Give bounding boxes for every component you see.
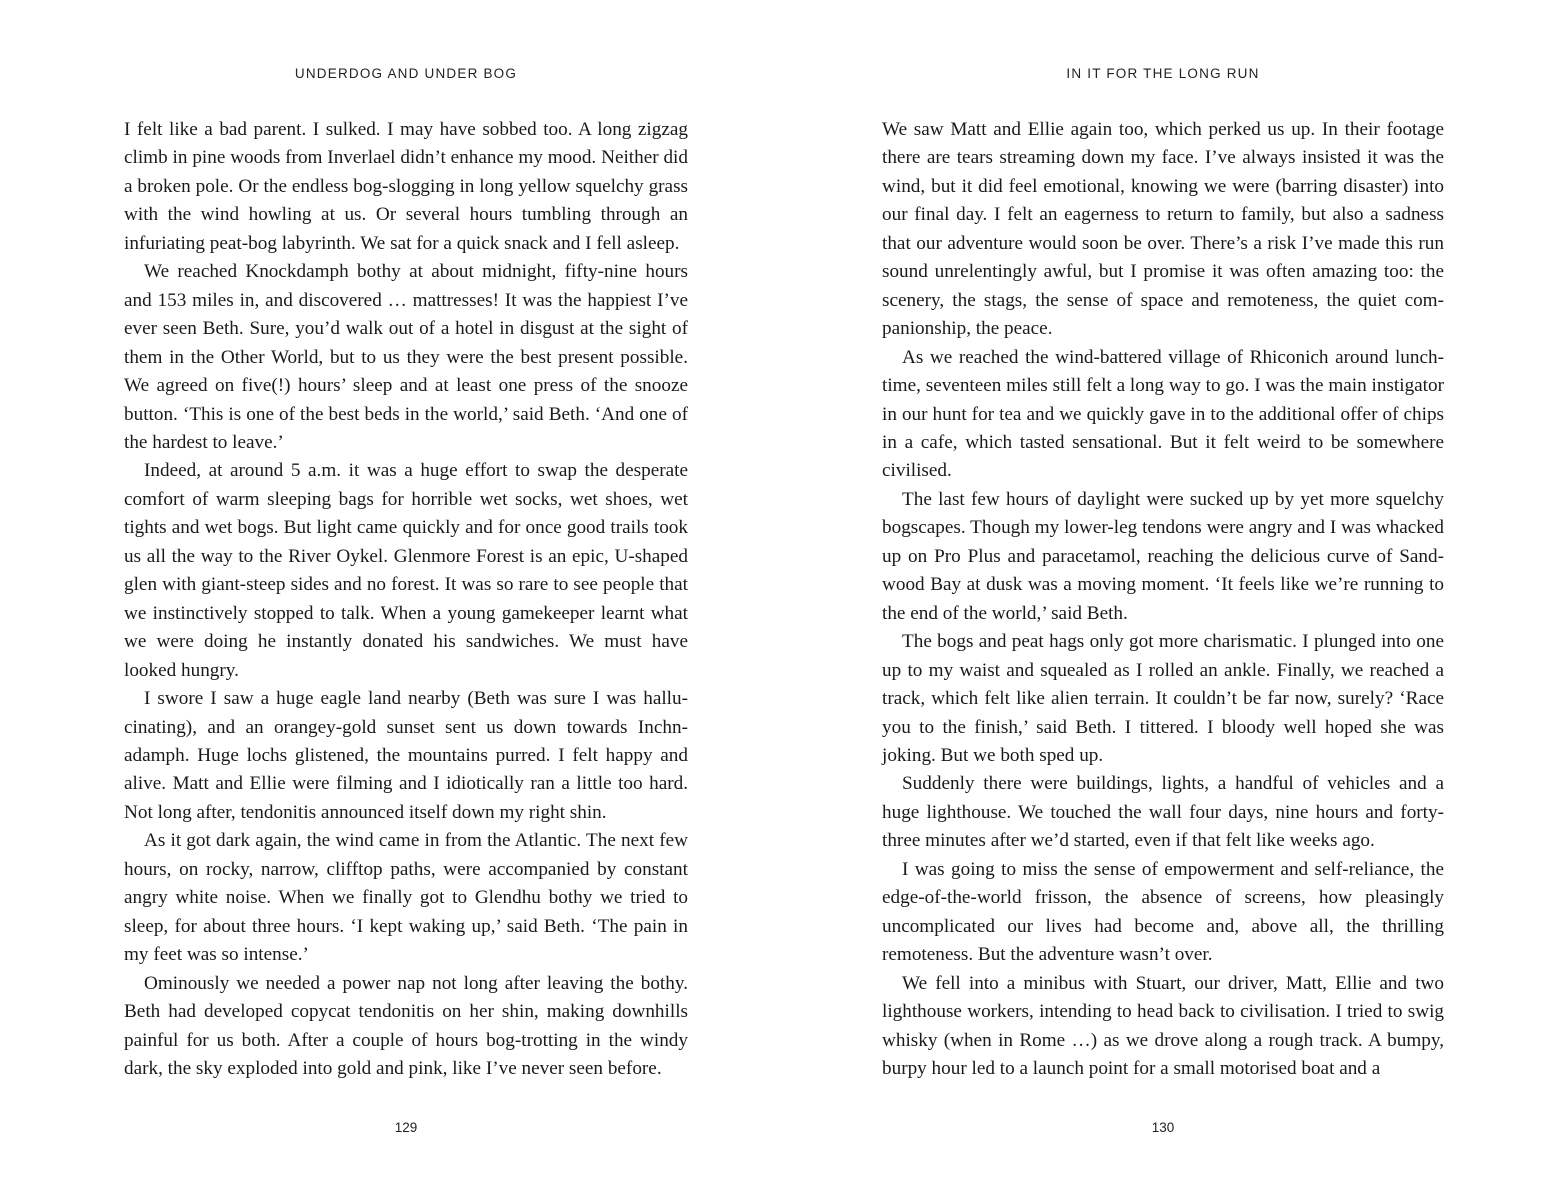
running-head: IN IT FOR THE LONG RUN	[1066, 66, 1260, 81]
page-number: 129	[394, 1120, 418, 1135]
running-head: UNDERDOG AND UNDER BOG	[294, 66, 518, 81]
paragraph: As we reached the wind-battered village of Rhiconich around lunchtime, seventeen miles still felt a long way to go. I was the main instigator in our hunt for tea and we quickly gave in to the additional offer of chips in a cafe, which tasted sensational. But it felt weird to be somewhere civilised.	[882, 346, 1444, 482]
paragraph: We fell into a minibus with Stuart, our driver, Matt, Ellie and two lighthouse workers, intending to head back to civilisation. I tried to swig whisky (when in Rome …) as we drove along a rough track. A bumpy, burpy hour led to a launch point for a small motorised boat and a	[882, 972, 1444, 1079]
paragraph: Indeed, at around 5 a.m. it was a huge effort to swap the desperate comfort of warm sleeping bags for horrible wet socks, wet shoes, wet tights and wet bogs. But light came quickly and for once good trails took us all the way to the River Oykel. Glenmore Forest is an epic, U-shaped glen with giant-steep sides and no forest. It was so rare to see people that we instinctively stopped to talk. When a young gamekeeper learnt what we were doing he instantly donated his sandwiches. We must have looked hungry.	[124, 460, 688, 681]
paragraph: I swore I saw a huge eagle land nearby (Beth was sure I was hallucinating), and an orangey-gold sunset sent us down towards Inchnadamph. Huge lochs glistened, the mountains purred. I felt happy and alive. Matt and Ellie were filming and I idiotically ran a little too hard. Not long after, tendonitis announced itself down my right shin.	[124, 688, 688, 823]
paragraph: We reached Knockdamph bothy at about midnight, fifty-nine hours and 153 miles in, and discovered … mattresses! It was the happiest I’ve ever seen Beth. Sure, you’d walk out of a hotel in disgust at the sight of them in the Other World, but to us they were the best present possible. We agreed on five(!) hours’ sleep and at least one press of the snooze button. ‘This is one of the best beds in the world,’ said Beth. ‘And one of the hardest to leave.’	[124, 261, 688, 453]
body-text	[124, 116, 688, 1083]
page-number: 130	[1151, 1120, 1175, 1135]
paragraph: The bogs and peat hags only got more charismatic. I plunged into one up to my waist and squealed as I rolled an ankle. Finally, we reached a track, which felt like alien terrain. It couldn’t be far now, surely? ‘Race you to the finish,’ said Beth. I tittered. I bloody well hoped she was joking. But we both sped up.	[882, 631, 1444, 766]
paragraph: Suddenly there were buildings, lights, a handful of vehicles and a huge lighthouse. We touched the wall four days, nine hours and forty-three minutes after we’d started, even if that felt like weeks ago.	[882, 773, 1444, 852]
paragraph: We saw Matt and Ellie again too, which perked us up. In their footage there are tears streaming down my face. I’ve always insisted it was the wind, but it did feel emotional, knowing we were (barring disaster) into our final day. I felt an eagerness to return to family, but also a sadness that our adventure would soon be over. There’s a risk I’ve made this run sound unrelentingly awful, but I promise it was often amazing too: the scenery, the stags, the sense of space and remoteness, the quiet companionship, the peace.	[882, 119, 1444, 340]
paragraph: The last few hours of daylight were sucked up by yet more squelchy bogscapes. Though my lower-leg tendons were angry and I was whacked up on Pro Plus and paracetamol, reaching the delicious curve of Sandwood Bay at dusk was a moving moment. ‘It feels like we’re running to the end of the world,’ said Beth.	[882, 488, 1444, 624]
paragraph: I felt like a bad parent. I sulked. I may have sobbed too. A long zigzag climb in pine woods from Inverlael didn’t enhance my mood. Neither did a broken pole. Or the endless bog-slogging in long yellow squelchy grass with the wind howling at us. Or several hours tumbling through an infuriating peat-bog labyrinth. We sat for a quick snack and I fell asleep.	[124, 119, 688, 254]
paragraph: Ominously we needed a power nap not long after leaving the bothy. Beth had developed copycat tendonitis on her shin, making downhills painful for us both. After a couple of hours bog-trotting in the windy dark, the sky exploded into gold and pink, like I’ve never seen before.	[124, 972, 688, 1079]
paragraph: As it got dark again, the wind came in from the Atlantic. The next few hours, on rocky, narrow, clifftop paths, were accompanied by constant angry white noise. When we finally got to Glendhu bothy we tried to sleep, for about three hours. ‘I kept waking up,’ said Beth. ‘The pain in my feet was so intense.’	[124, 830, 688, 966]
body-text	[882, 116, 1444, 1083]
right-page	[784, 0, 1568, 1194]
paragraph: I was going to miss the sense of empowerment and self-reliance, the edge-of-the-world frisson, the absence of screens, how pleasingly uncomplicated our lives had become and, above all, the thrilling remoteness. But the adventure wasn’t over.	[882, 858, 1444, 966]
